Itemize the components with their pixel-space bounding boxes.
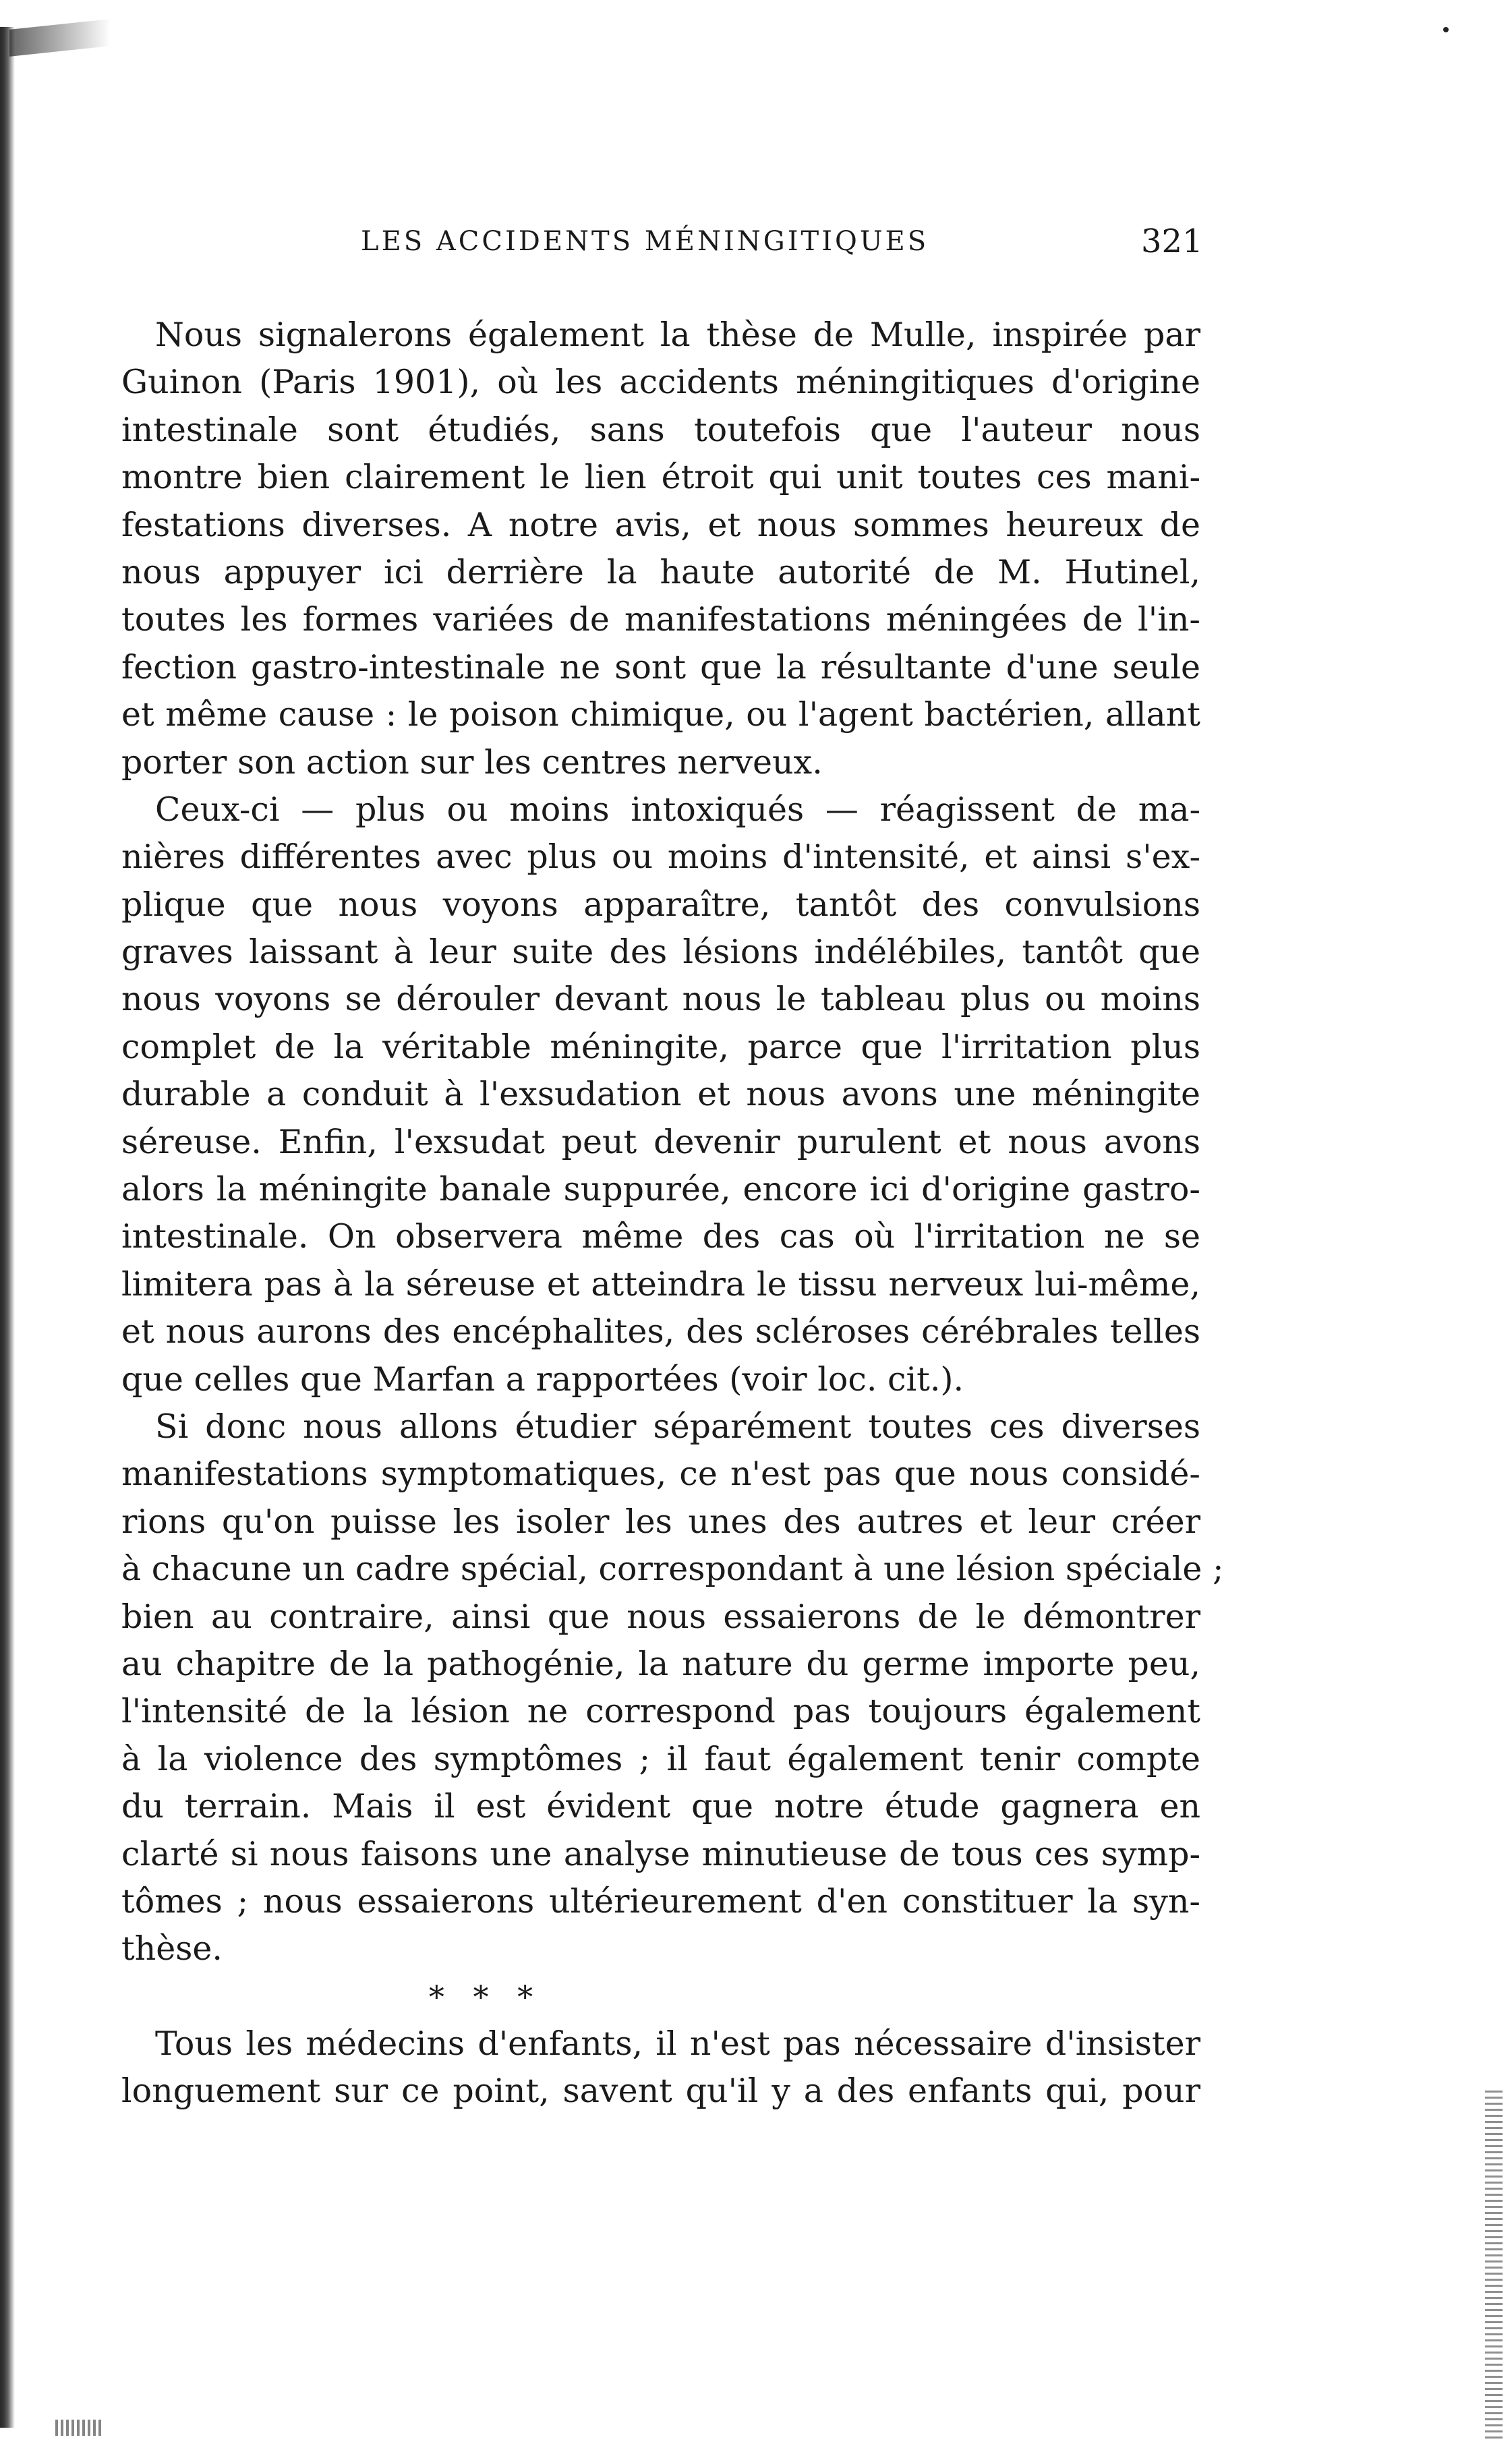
text-line: Nous signalerons également la thèse de Mulle, inspirée par (155, 316, 1200, 354)
text-line: Tous les médecins d'enfants, il n'est pas nécessaire d'insister (155, 2024, 1200, 2064)
text-line: nous voyons se dérouler devant nous le tableau plus ou moins (121, 980, 1200, 1019)
text-line: rions qu'on puisse les isoler les unes des autres et leur créer (121, 1502, 1200, 1541)
text-line: Guinon (Paris 1901), où les accidents méningitiques d'origine (121, 363, 1200, 402)
binding-shadow (0, 27, 15, 2428)
text-line: complet de la véritable méningite, parce que l'irritation plus (121, 1027, 1200, 1066)
scan-artifact (9, 19, 111, 57)
paragraph-1 (121, 312, 1200, 786)
body-text (121, 312, 1224, 2115)
text-line: nous appuyer ici derrière la haute autorité de M. Hutinel, (121, 552, 1200, 591)
paragraph-3 (121, 1403, 1224, 1973)
text-line: à la violence des symptômes ; il faut également tenir compte (121, 1739, 1200, 1778)
text-line: toutes les formes variées de manifestations méningées de l'in- (121, 600, 1200, 639)
scan-artifact-bottom (55, 2420, 103, 2436)
text-line: intestinale sont étudiés, sans toutefois que l'auteur nous (121, 410, 1200, 449)
text-line: et nous aurons des encéphalites, des scléroses cérébrales telles (121, 1312, 1200, 1351)
text-line: thèse. (121, 1929, 223, 1968)
text-line: et même cause : le poison chimique, ou l'agent bactérien, allant (121, 695, 1200, 734)
scan-edge-noise (1485, 2091, 1503, 2441)
text-line: graves laissant à leur suite des lésions indélébiles, tantôt que (121, 933, 1200, 972)
text-line: bien au contraire, ainsi que nous essaierons de le démontrer (121, 1597, 1200, 1636)
text-line: du terrain. Mais il est évident que notre étude gagnera en (121, 1787, 1200, 1826)
text-line: tômes ; nous essaierons ultérieurement d'en constituer la syn- (121, 1881, 1200, 1921)
text-line: nières différentes avec plus ou moins d'intensité, et ainsi s'ex- (121, 838, 1200, 877)
page-number: 321 (1141, 223, 1203, 260)
text-line: porter son action sur les centres nerveux. (121, 742, 823, 782)
text-line: intestinale. On observera même des cas où l'irritation ne se (121, 1217, 1200, 1256)
scan-speck (1443, 27, 1449, 32)
text-line: Ceux-ci — plus ou moins intoxiqués — réagissent de ma- (155, 790, 1200, 829)
section-separator: * * * (428, 1978, 543, 2015)
text-line: clarté si nous faisons une analyse minutieuse de tous ces symp- (121, 1834, 1200, 1873)
text-line: manifestations symptomatiques, ce n'est pas que nous considé- (121, 1455, 1200, 1494)
text-line: l'intensité de la lésion ne correspond pas toujours également (121, 1692, 1200, 1731)
text-line: plique que nous voyons apparaître, tantôt des convulsions (121, 885, 1200, 924)
text-line: Si donc nous allons étudier séparément toutes ces diverses (155, 1407, 1200, 1446)
paragraph-4 (121, 2020, 1200, 2115)
text-line: séreuse. Enfin, l'exsudat peut devenir purulent et nous avons (121, 1122, 1200, 1161)
text-line: alors la méningite banale suppurée, encore ici d'origine gastro- (121, 1170, 1200, 1209)
text-line: longuement sur ce point, savent qu'il y a des enfants qui, pour (121, 2072, 1200, 2111)
text-line: limitera pas à la séreuse et atteindra le tissu nerveux lui-même, (121, 1264, 1200, 1304)
text-line: que celles que Marfan a rapportées (voir loc. cit.). (121, 1360, 964, 1399)
paragraph-2 (121, 786, 1200, 1403)
text-line: au chapitre de la pathogénie, la nature du germe importe peu, (121, 1644, 1200, 1683)
text-line: montre bien clairement le lien étroit qui unit toutes ces mani- (121, 458, 1200, 497)
text-line: à chacune un cadre spécial, correspondant à une lésion spéciale ; (121, 1550, 1224, 1589)
text-line: festations diverses. A notre avis, et nous sommes heureux de (121, 505, 1200, 544)
running-title: LES ACCIDENTS MÉNINGITIQUES (361, 226, 929, 257)
text-line: durable a conduit à l'exsudation et nous avons une méningite (121, 1075, 1200, 1114)
text-line: fection gastro-intestinale ne sont que la résultante d'une seule (121, 647, 1200, 687)
